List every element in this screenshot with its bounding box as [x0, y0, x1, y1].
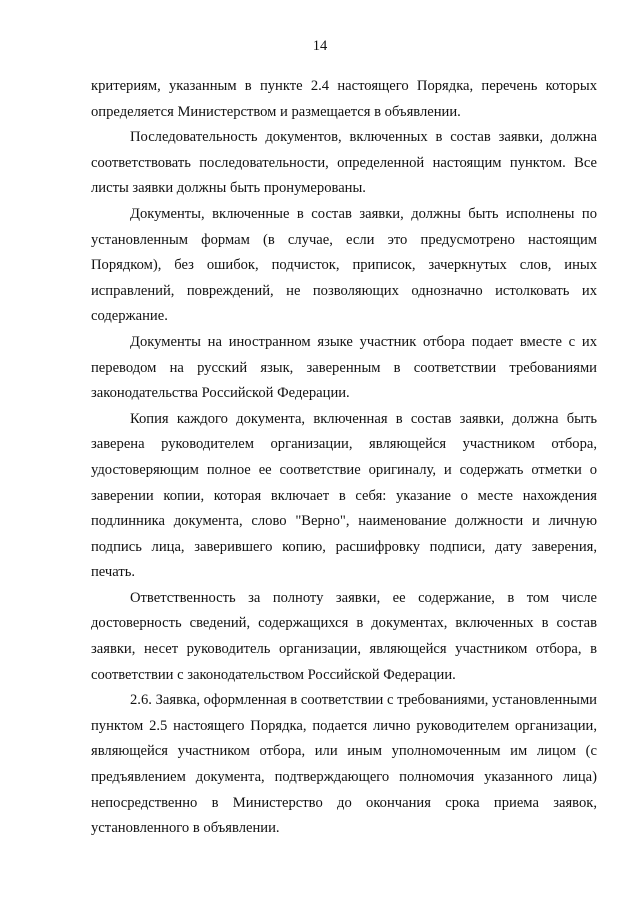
paragraph-copy-certification: Копия каждого документа, включенная в состав заявки, должна быть заверена руководителем организации, являющейся участником отбора, удостоверяющим полное ее соответствие оригиналу, и содержать отметки о заверении копии, которая включает в себя: указание о месте нахождения подлинника документа, слово "Верно", наименование должности и личную подпись лица, заверившего копию, расшифровку подписи, дату заверения, печать.	[91, 410, 597, 581]
paragraph-document-forms: Документы, включенные в состав заявки, должны быть исполнены по установленным формам (в случае, если это предусмотрено настоящим Порядком), без ошибок, подчисток, приписок, зачеркнутых слов, иных исправлений, повреждений, не позволяющих однозначно истолковать их содержание.	[91, 205, 597, 325]
paragraph-criteria-continued: критериям, указанным в пункте 2.4 настоящего Порядка, перечень которых определяется Министерством и размещается в объявлении.	[91, 78, 597, 120]
page-number: 14	[312, 38, 328, 54]
paragraph-document-order: Последовательность документов, включенных в состав заявки, должна соответствовать последовательности, определенной настоящим пунктом. Все листы заявки должны быть пронумерованы.	[91, 129, 597, 197]
paragraph-responsibility: Ответственность за полноту заявки, ее содержание, в том числе достоверность сведений, содержащихся в документах, включенных в состав заявки, несет руководитель организации, являющейся участником отбора, в соответствии с законодательством Российской Федерации.	[91, 589, 597, 683]
paragraph-section-2-6: 2.6. Заявка, оформленная в соответствии с требованиями, установленными пунктом 2.5 настоящего Порядка, подается лично руководителем организации, являющейся участником отбора, или иным уполномоченным им лицом (с предъявлением документа, подтверждающего полномочия указанного лица) непосредственно в Министерство до окончания срока приема заявок, установленного в объявлении.	[91, 692, 597, 837]
document-body	[91, 74, 597, 842]
paragraph-foreign-language: Документы на иностранном языке участник отбора подает вместе с их переводом на русский язык, заверенным в соответствии требованиями законодательства Российской Федерации.	[91, 333, 597, 402]
